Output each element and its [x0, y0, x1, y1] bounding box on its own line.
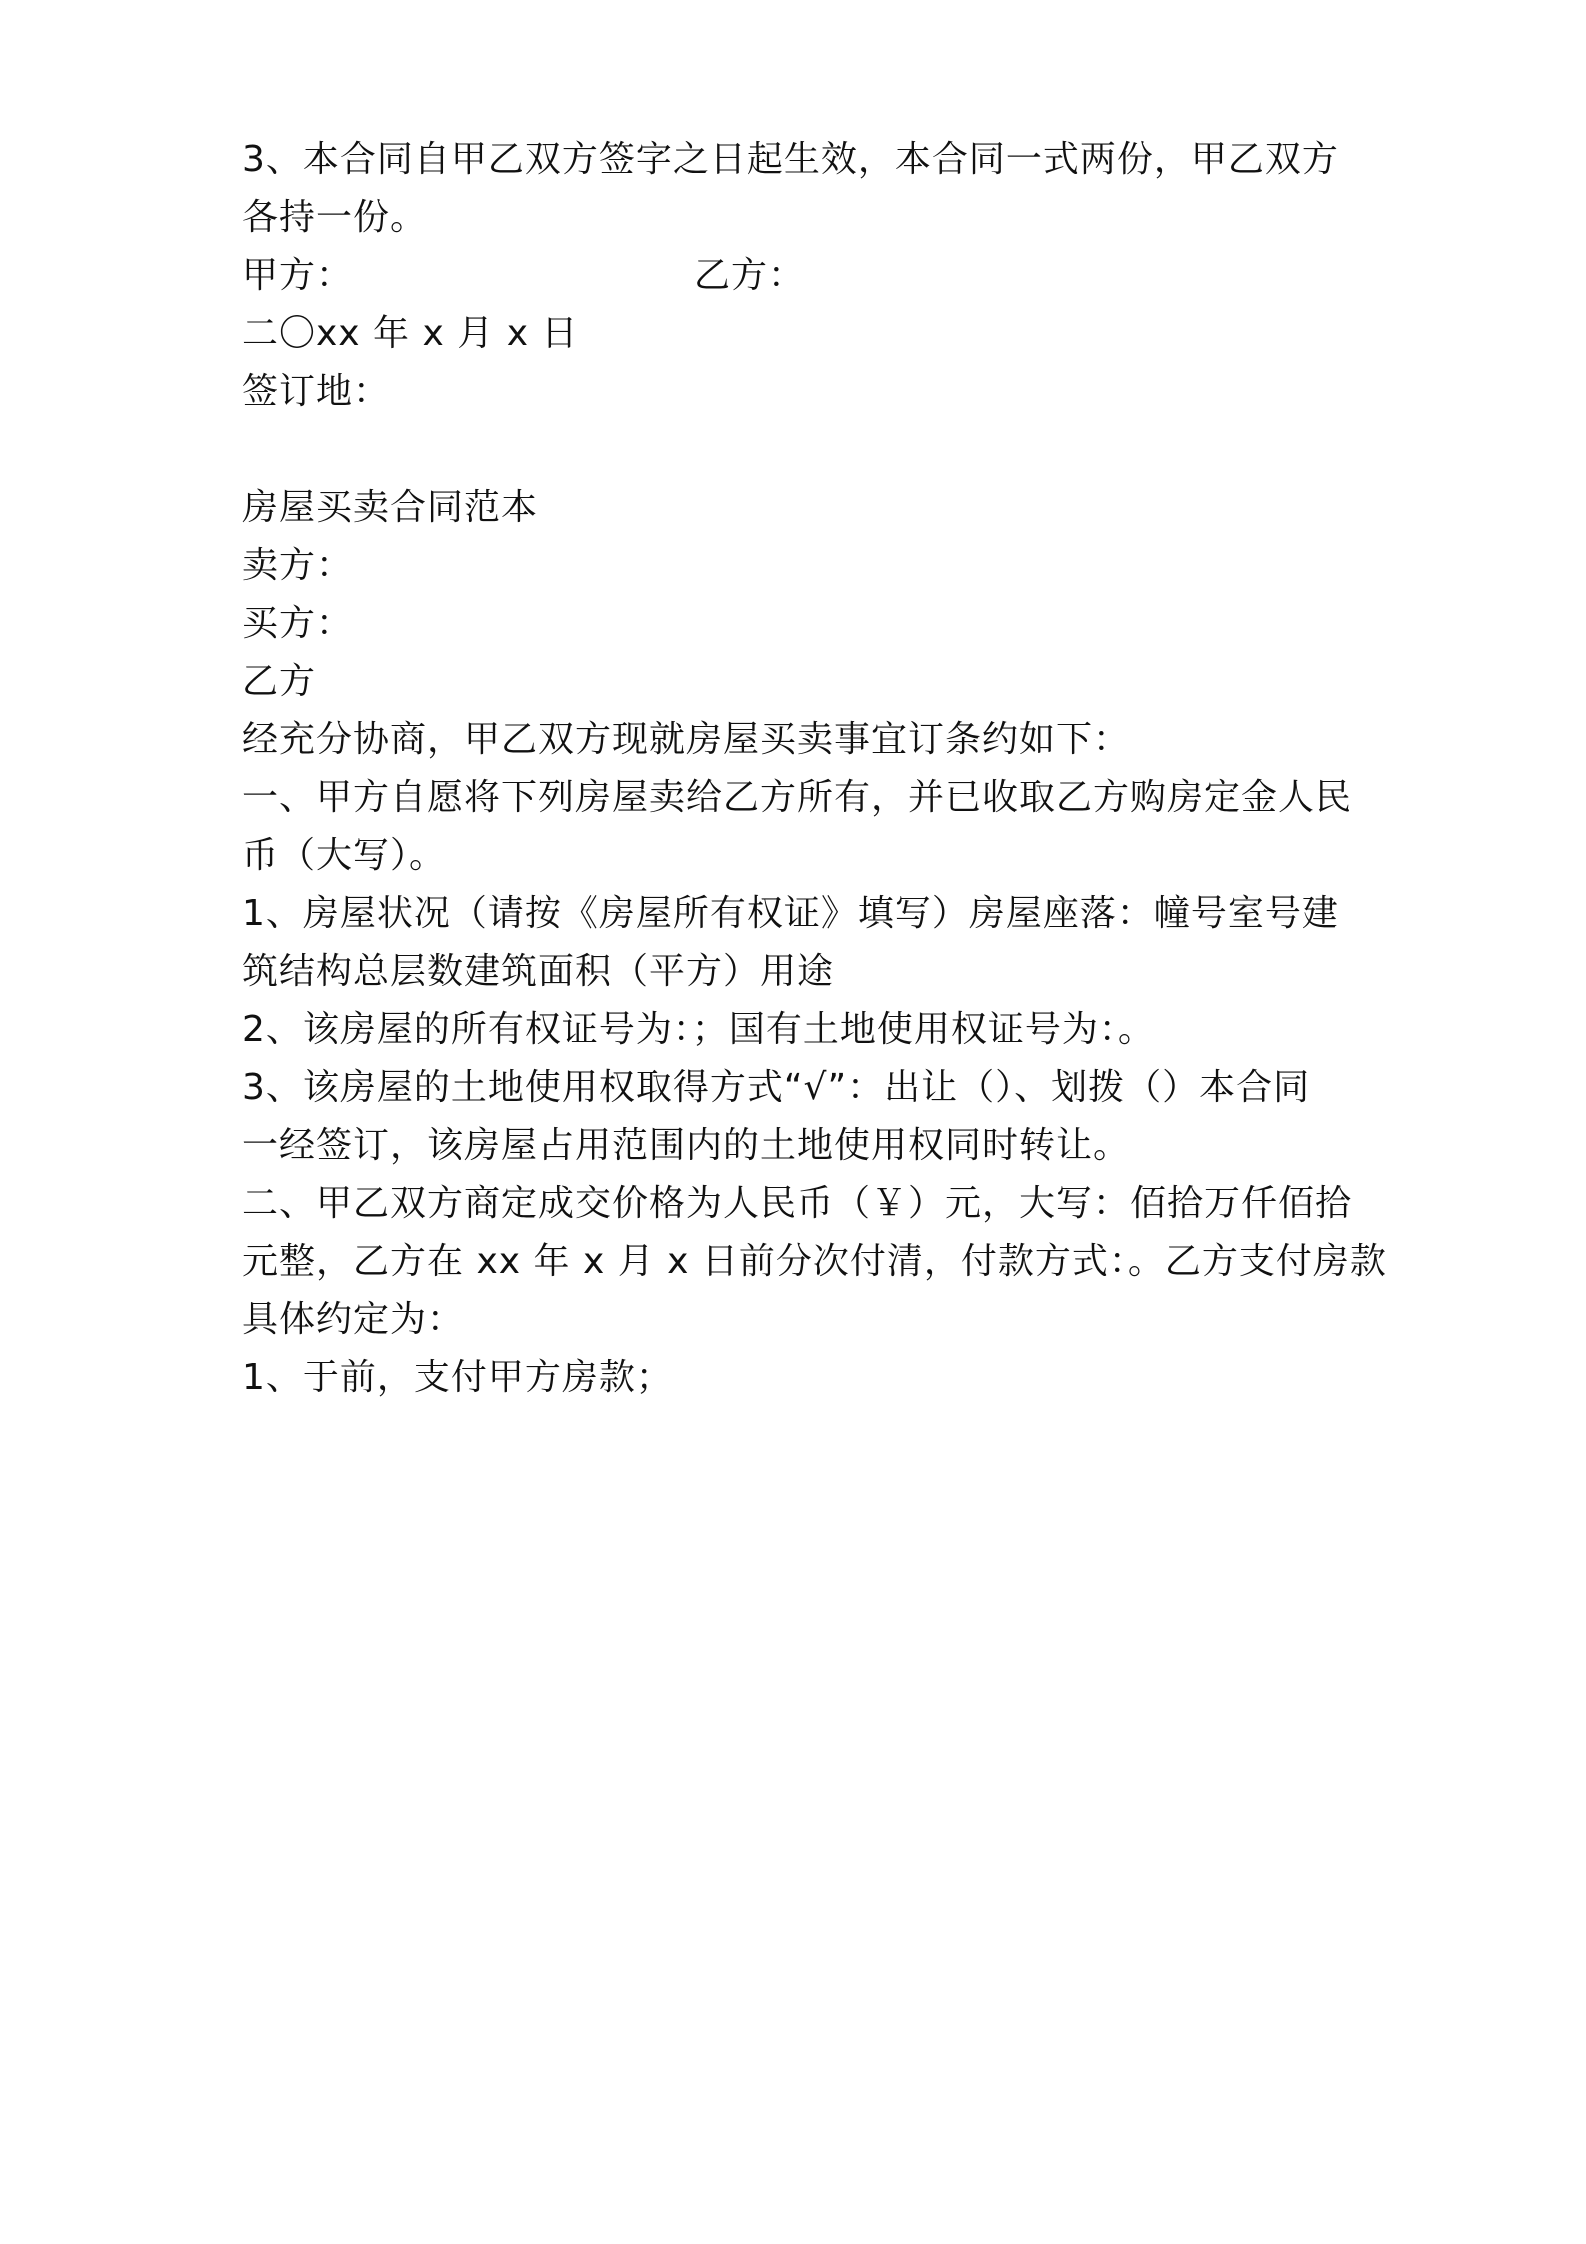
article-2: 二、甲乙双方商定成交价格为人民币（￥）元，大写：佰拾万仟佰拾	[242, 1183, 1353, 1224]
article-2-cont: 元整，乙方在 xx 年 x 月 x 日前分次付清，付款方式：。乙方支付房款	[242, 1241, 1387, 1282]
article-1-cont: 币（大写）。	[242, 835, 447, 876]
payment-item-1: 1、于前，支付甲方房款；	[242, 1357, 673, 1398]
item-3-cont: 一经签订，该房屋占用范围内的土地使用权同时转让。	[242, 1125, 1131, 1166]
party-b-line: 乙方	[242, 661, 317, 702]
sign-place: 签订地：	[242, 371, 391, 412]
signature-row	[242, 252, 1362, 300]
preamble: 经充分协商，甲乙双方现就房屋买卖事宜订条约如下：	[242, 719, 1131, 760]
article-2-cont-2: 具体约定为：	[242, 1299, 465, 1340]
sign-date: 二〇xx 年 x 月 x 日	[242, 313, 579, 354]
buyer-label: 买方：	[242, 603, 354, 644]
party-b-label: 乙方：	[694, 255, 806, 296]
article-1: 一、甲方自愿将下列房屋卖给乙方所有，并已收取乙方购房定金人民	[242, 777, 1353, 818]
item-1-cont: 筑结构总层数建筑面积（平方）用途	[242, 951, 835, 992]
seller-label: 卖方：	[242, 545, 354, 586]
contract-title: 房屋买卖合同范本	[242, 487, 539, 528]
item-2: 2、该房屋的所有权证号为：；国有土地使用权证号为：。	[242, 1009, 1155, 1050]
contract-clause-3: 3、本合同自甲乙双方签字之日起生效，本合同一式两份，甲乙双方	[242, 139, 1339, 180]
party-a-label: 甲方：	[242, 255, 354, 296]
item-3: 3、该房屋的土地使用权取得方式“√”：出让（）、划拨（）本合同	[242, 1067, 1311, 1108]
item-1: 1、房屋状况（请按《房屋所有权证》填写）房屋座落：幢号室号建	[242, 893, 1339, 934]
contract-clause-3-cont: 各持一份。	[242, 197, 428, 238]
